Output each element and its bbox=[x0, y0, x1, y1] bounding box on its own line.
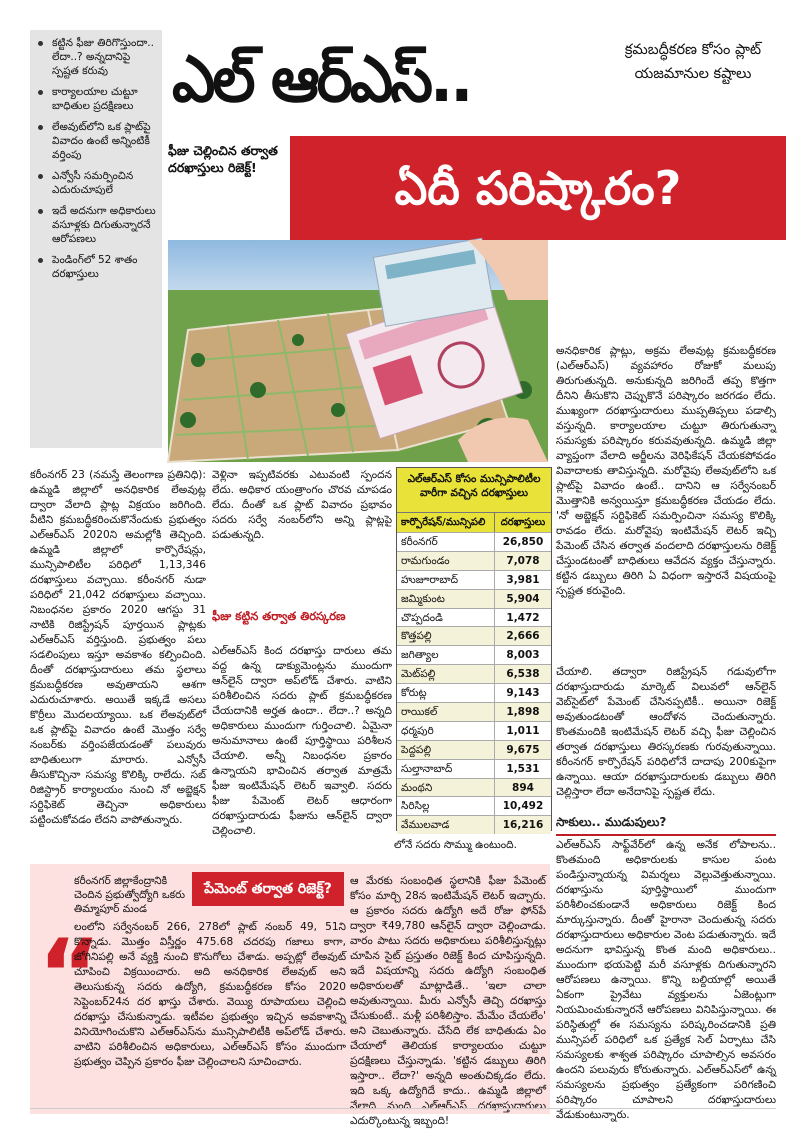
table-row bbox=[397, 664, 551, 683]
table-row bbox=[397, 589, 551, 608]
case-study-intro: కరీంనగర్ జిల్లాకేంద్రానికి చెందిన ప్రభుత్వోద్యోగి ఒకరు తిమ్మాపూర్ మండ bbox=[74, 875, 185, 915]
table-row bbox=[397, 702, 551, 721]
application-count: 10,492 bbox=[502, 800, 544, 813]
application-count: 2,666 bbox=[506, 630, 540, 643]
section-heading: సాకులు.. ముడుపులు? bbox=[556, 815, 776, 836]
table-row bbox=[397, 608, 551, 627]
municipality-name: హుజూరాబాద్ bbox=[397, 571, 495, 589]
article-column: ఎల్ఆర్ఎస్ కింద దరఖాస్తు దారులు తమ వద్ద ఉన్న డాక్యుమెంట్లను ముందుగా ఆన్‌లైన్ ద్వారా అప్‌లోడ్ చేశారు. వాటిని పరిశీలించిన సదరు ప్లాట్ క్రమబద్ధీకరణ చేయదానికి అర్హత ఉందా.. లేదా..? అన్నది అధికారులు ముందుగా గుర్తించాలి. ఏమైనా అనుమానాలు ఉంటే పూర్తిస్థాయి పరిశీలన చేయాలి. అన్నీ నిబంధనల ప్రకారం ఉన్నాయని భావించిన తర్వాత మాత్రమే ఫీజు ఇంటిమేషన్ లెటర్ ఇవ్వాలి. సదరు ఫీజు పేమెంట్ లెటర్ ఆధారంగా దరఖాస్తుదారుడు ఫీజును ఆన్‌లైన్ ద్వారా చెల్లించాలి. bbox=[212, 645, 392, 837]
application-count: 1,472 bbox=[506, 611, 540, 624]
municipality-name: మంథని bbox=[397, 779, 495, 797]
layout-plots-photo bbox=[168, 240, 548, 462]
application-count: 1,531 bbox=[506, 762, 540, 775]
municipality-name: సుల్తానాబాద్ bbox=[397, 760, 495, 778]
application-count: 7,078 bbox=[506, 554, 540, 567]
quote-mark-icon: “ bbox=[38, 919, 102, 1031]
table-row bbox=[397, 740, 551, 759]
table-header bbox=[397, 512, 551, 532]
application-count: 5,904 bbox=[506, 592, 540, 605]
article-column: లోనే సదరు సొమ్ము ఉంటుంది. bbox=[394, 839, 518, 851]
municipality-name: చొప్పదండి bbox=[397, 609, 495, 627]
table-body bbox=[397, 532, 551, 834]
page-footer-rule bbox=[30, 1108, 776, 1115]
table-row bbox=[397, 532, 551, 551]
application-count: 8,003 bbox=[506, 649, 540, 662]
case-study-heading: పేమెంట్ తర్వాత రిజెక్ట్? bbox=[192, 872, 344, 906]
application-count: 1,011 bbox=[506, 724, 540, 737]
municipality-name: కరీంనగర్ bbox=[397, 533, 495, 551]
table-row bbox=[397, 551, 551, 570]
column-header: కార్పొరేషన్/మున్సిపలి bbox=[397, 513, 495, 532]
application-count: 9,675 bbox=[506, 743, 540, 756]
table-row bbox=[397, 721, 551, 740]
highlight-item: ఎన్వోసీ సమర్పించిన ఎదురుచూపులే bbox=[38, 169, 156, 197]
section-heading: ఫీజు కట్టిన తర్వాత తిరస్కరణ bbox=[212, 609, 346, 623]
applications-table bbox=[396, 467, 552, 831]
application-count: 16,216 bbox=[502, 819, 544, 832]
highlight-item: పెండింగ్‌లో 52 శాతం దరఖాస్తులు bbox=[38, 253, 156, 281]
case-study-column: ఆ మేరకు సంబంధిత స్థలానికి ఫీజు పేమెంట్ కోసం మార్చి 28న ఇంటిమేషన్ లెటర్ ఇచ్చారు. ఆ ప్రకారం సదరు ఉద్యోగి అదే రోజు ఫోన్‌పే ద్వారా ₹49,780 ఆన్‌లైన్ ద్వారా చెల్లించాడు. వారం పాటు సదరు అధికారులు పరిశీలిస్తున్నట్లు చూపిన సైట్ ప్రస్తుతం రిజెక్ట్ కింద చూపిస్తున్నది. ఇదే విషయాన్ని సదరు ఉద్యోగి సంబంధిత అధికారులతో మాట్లాడితే.. 'ఇలా చాలా అవుతున్నాయి. మీరు ఎన్వోసీ తెచ్చి దరఖాస్తు చేసుకుంటే.. మళ్లీ పరిశీలిస్తాం. మేమేం చేయలేం' అని చెబుతున్నారు. చేసేది లేక బాధితుడు ఏం చేయాలో తెలియక కార్యాలయం చుట్టూ ప్రదక్షిణలు చేస్తున్నాడు. 'కట్టిన డబ్బులు తిరిగి ఇస్తారా.. లేదా?' అన్నది అంతుచిక్కడం లేదు. ఇది ఒక్క ఉద్యోగిదే కాదు.. ఉమ్మడి జిల్లాలో వేలాది మంది ఎల్ఆర్ఎస్ దరఖాస్తుదారులు ఎదుర్కొంటున్న ఇబ్బంది! bbox=[350, 875, 546, 1127]
article-column: కరీంనగర్ 23 (నమస్తే తెలంగాణ ప్రతినిధి): ఉమ్మడి జిల్లాలో అనధికారిక లేఅవుట్ల ద్వారా వేలాది ప్లాట్ల విక్రయం జరిగింది. వీటిని క్రమబద్ధీకరించుకొనేందుకు ప్రభుత్వం ఎల్ఆర్ఎస్ 2020ని అమల్లోకి తెచ్చింది. ఉమ్మడి జిల్లాలో కార్పొరేషన్లు, మున్సిపాలిటీల పరిధిలో 1,13,346 దరఖాస్తులు వచ్చాయి. కరీంనగర్ నుడా పరిధిలో 21,042 దరఖాస్తులు వచ్చాయి. నిబంధనల ప్రకారం 2020 ఆగస్టు 31 నాటికి రిజిస్ట్రేషన్ పూర్తయిన ప్లాట్లకు ఎల్ఆర్ఎస్ వర్తిస్తుంది. ప్రభుత్వం పలు సడలింపులు ఇస్తూ అవకాశం కల్పించింది. దీంతో దరఖాస్తుదారులు తమ స్థలాలు క్రమబద్ధీకరణ అవుతాయని ఆశగా ఎదురుచూశారు. అయితే ఇక్కడే అసలు కొర్రీలు మొదలయ్యాయి. ఒక లేఅవుట్‌లో ఒక ప్లాట్‌పై వివాదం ఉంటే మొత్తం సర్వే నంబర్‌కు వర్తింపజేయడంతో పలువురు బాధితులుగా మారారు. ఎన్వోసీ తీసుకొచ్చినా సమస్య కొలిక్కి రాలేదు. సబ్ రిజిస్ట్రార్ కార్యాలయం నుంచి నో అబ్జెక్షన్ సర్టిఫికెట్ తెచ్చినా అధికారులు పట్టించుకోవడం లేదని వాపోతున్నారు. bbox=[30, 469, 206, 826]
municipality-name: జమ్మికుంట bbox=[397, 590, 495, 608]
highlight-item: ఇదే అదనుగా అధికారులు వసూళ్లకు దిగుతున్నారనే ఆరోపణలు bbox=[38, 204, 156, 246]
table-caption: ఎల్ఆర్ఎస్ కోసం మున్సిపాలిటీల వారీగా వచ్చిన దరఖాస్తులు bbox=[397, 468, 551, 512]
table-row bbox=[397, 778, 551, 797]
application-count: 894 bbox=[512, 781, 534, 794]
highlight-item: కార్యాలయాల చుట్టూ బాధితుల ప్రదక్షిణలు bbox=[38, 85, 156, 113]
case-study-column: లంలోని సర్వేనంబర్ 266, 278లో ప్లాట్ నంబర్ 49, 51ని కొన్నాడు. మొత్తం విస్తీర్ణం 475.68 చదరపు గజాలు కాగా, జోగినిపల్లి అనే వ్యక్తి నుంచి కొనుగోలు చేశాడు. అప్పట్లో లేఅవుట్ చూపించి విక్రయించారు. అది అనధికారిక లేఅవుట్ అని తెలుసుకున్న సదరు ఉద్యోగి, క్రమబద్ధీకరణ కోసం 2020 సెప్టెంబర్‌24న దర ఖాస్తు చేశారు. వెయ్యి రూపాయలు చెల్లించి దరఖాస్తు చేసుకున్నాడు. ఇటీవల ప్రభుత్వం ఇచ్చిన అవకాశాన్ని వినియోగించుకొని ఎల్ఆర్ఎస్‌ను మున్సిపాలిటీకి అప్‌లోడ్ చేశారు. వాటిని పరిశీలించిన అధికారులు, ఎల్ఆర్ఎస్ కోసం ముందుగా ప్రభుత్వం చెప్పిన ప్రకారం ఫీజు చెల్లించాలని సూచించారు. bbox=[74, 921, 346, 1068]
table-row bbox=[397, 683, 551, 702]
subheadline: క్రమబద్ధీకరణ కోసం ప్లాట్ యజమానుల కష్టాలు bbox=[624, 42, 762, 82]
municipality-name: రాయికల్ bbox=[397, 703, 495, 721]
table-row bbox=[397, 570, 551, 589]
application-count: 6,538 bbox=[506, 668, 540, 681]
municipality-name: కోరుట్ల bbox=[397, 684, 495, 702]
application-count: 26,850 bbox=[502, 536, 544, 548]
side-note: ఫీజు చెల్లించిన తర్వాత దరఖాస్తులు రిజెక్ట్! bbox=[168, 143, 278, 175]
highlight-item: లేఅవుట్‌లోని ఒక ప్లాట్‌పై వివాదం ఉంటే అన్నింటికీ వర్తింపు bbox=[38, 120, 156, 162]
application-count: 3,981 bbox=[506, 573, 540, 586]
municipality-name: మెట్‌పల్లి bbox=[397, 665, 495, 683]
municipality-name: వేములవాడ bbox=[397, 816, 495, 834]
photo-illustration bbox=[168, 240, 548, 462]
column-header: దరఖాస్తులు bbox=[500, 517, 546, 528]
table-row bbox=[397, 815, 551, 834]
municipality-name: కొత్తపల్లి bbox=[397, 627, 495, 645]
highlight-item: కట్టిన ఫీజు తిరిగొస్తుందా.. లేదా..? అన్నదానిపై స్పష్టత కరువు bbox=[38, 36, 156, 78]
highlights-list bbox=[38, 36, 156, 281]
municipality-name: పెద్దపల్లి bbox=[397, 741, 495, 759]
municipality-name: జగిత్యాల bbox=[397, 646, 495, 664]
article-column: ఎల్ఆర్ఎస్ సాఫ్ట్‌వేర్‌లో ఉన్న అనేక లోపాలను.. కొంతమంది అధికారులకు కాసుల పంట పండిస్తున్నాయన్న విమర్శలు వెల్లువెత్తుతున్నాయి. దరఖాస్తును పూర్తిస్థాయిలో ముందుగా పరిశీలించకుండానే అధికారులు రిజెక్ట్ కింద మార్కుస్తున్నారు. దీంతో హైరానా చెందుతున్న సదరు దరఖాస్తుదారులు అధికారుల వెంట పడుతున్నారు. ఇదే అదనుగా భావిస్తున్న కొంత మంది అధికారులు.. ముందుగా భయపెట్టి మరీ వసూళ్లకు దిగుతున్నారని ఆరోపణలు ఉన్నాయి. కొన్ని బల్దియాల్లో అయితే ఏకంగా ప్రైవేటు వ్యక్తులను ఏజెంట్లుగా నియమించుకున్నారనే ఆరోపణలు వినిపిస్తున్నాయి. ఈ పరిస్థితుల్లో ఈ సమస్యను పరిష్కరించడానికి ప్రతి మున్సిపల్ పరిధిలో ఒక ప్రత్యేక సెల్ ఏర్పాటు చేసి సమస్యలకు శాశ్వత పరిష్కారం చూపాల్సిన అవసరం ఉందని పలువురు కోరుతున్నారు. ఎల్ఆర్ఎస్‌లో ఉన్న సమస్యలను ప్రభుత్వం ప్రత్యేకంగా పరిగణించి పరిష్కారం చూపాలని దరఖాస్తుదారులు వేడుకుంటున్నారు. bbox=[556, 839, 776, 1121]
article-column: వెళ్లినా ఇప్పటివరకు ఎటువంటి స్పందన లేదు. అధికార యంత్రాంగం చొరవ చూపడం లేదు. దీంతో ఒక ప్లాట్ వివాదం ప్రభావం సదరు సర్వే నంబర్‌లోని అన్ని ప్లాట్లపై పడుతున్నది. bbox=[212, 469, 392, 541]
headline: ఎల్ ఆర్ఎస్.. bbox=[172, 43, 471, 117]
question-banner: ఏదీ పరిష్కారం? bbox=[290, 136, 786, 240]
table-row bbox=[397, 626, 551, 645]
municipality-name: ధర్మపురి bbox=[397, 722, 495, 740]
table-row bbox=[397, 645, 551, 664]
highlights-box bbox=[30, 30, 162, 448]
application-count: 9,143 bbox=[506, 687, 540, 700]
table-row bbox=[397, 759, 551, 778]
article-intro: అనధికారిక ప్లాట్లు, అక్రమ లేఅవుట్ల క్రమబద్ధీకరణ (ఎల్ఆర్ఎస్) వ్యవహారం రోజుకో మలుపు తిరుగుతున్నది. అనుకున్నది జరిగిందే తప్ప కొత్తగా దీనిని తీసుకొని చెప్పుకొనే పరిష్కారం జరగడం లేదు. ముఖ్యంగా దరఖాస్తుదారులు ముప్పతిప్పలు పడాల్సి వస్తున్నది. కార్యాలయాల చుట్టూ తిరుగుతున్నా సమస్యకు పరిష్కారం కరువవుతున్నది. ఉమ్మడి జిల్లా వ్యాప్తంగా వేలాది అర్జీలను వెరిఫికేషన్ చేయకపోవడం వివాదాలకు తావిస్తున్నది. మరోవైపు లేఅవుట్‌లోని ఒక ప్లాట్‌పై వివాదం ఉంటే.. దానిని ఆ సర్వేనంబర్ మొత్తానికి అన్వయిస్తూ క్రమబద్ధీకరణ చేయడం లేదు. 'నో అబ్జెక్షన్ సర్టిఫికెట్ సమర్పించినా సమస్య కొలిక్కి రావడం లేదు. మరోవైపు ఇంటిమేషన్ లెటర్ ఇచ్చి పేమెంట్ చేసిన తర్వాత వందలాది దరఖాస్తులను రిజెక్ట్ చేస్తుండటంతో బాధితులు ఆవేదన వ్యక్తం చేస్తున్నారు. కట్టిన డబ్బులు తిరిగి ఏ విధంగా ఇస్తారనే విషయంపై స్పష్టత కరువైంది. bbox=[556, 345, 776, 597]
municipality-name: రామగుండం bbox=[397, 552, 495, 570]
application-count: 1,898 bbox=[506, 706, 540, 719]
table-row bbox=[397, 796, 551, 815]
municipality-name: సిరిసిల్ల bbox=[397, 797, 495, 815]
article-column: చేయాలి. తద్వారా రిజిస్ట్రేషన్ గడువులోగా దరఖాస్తుదారుడు మార్కెట్ విలువలో ఆన్‌లైన్ వెబ్‌సైట్‌లో పేమెంట్ చేసినప్పటికీ.. అయినా రిజెక్ట్ అవుతుండటంతో ఆందోళన చెందుతున్నారు. కొంతమందికి ఇంటిమేషన్ లెటర్ వచ్చి ఫీజు చెల్లించిన తర్వాత దరఖాస్తులు తిరస్కరణకు గురవుతున్నాయి. కరీంనగర్ కార్పొరేషన్ పరిధిలోనే దాదాపు 200కుపైగా ఉన్నాయి. ఆయా దరఖాస్తుదారులకు డబ్బులు తిరిగి చెల్లిస్తారా లేదా అనేదానిపై స్పష్టత లేదు. bbox=[556, 666, 776, 798]
